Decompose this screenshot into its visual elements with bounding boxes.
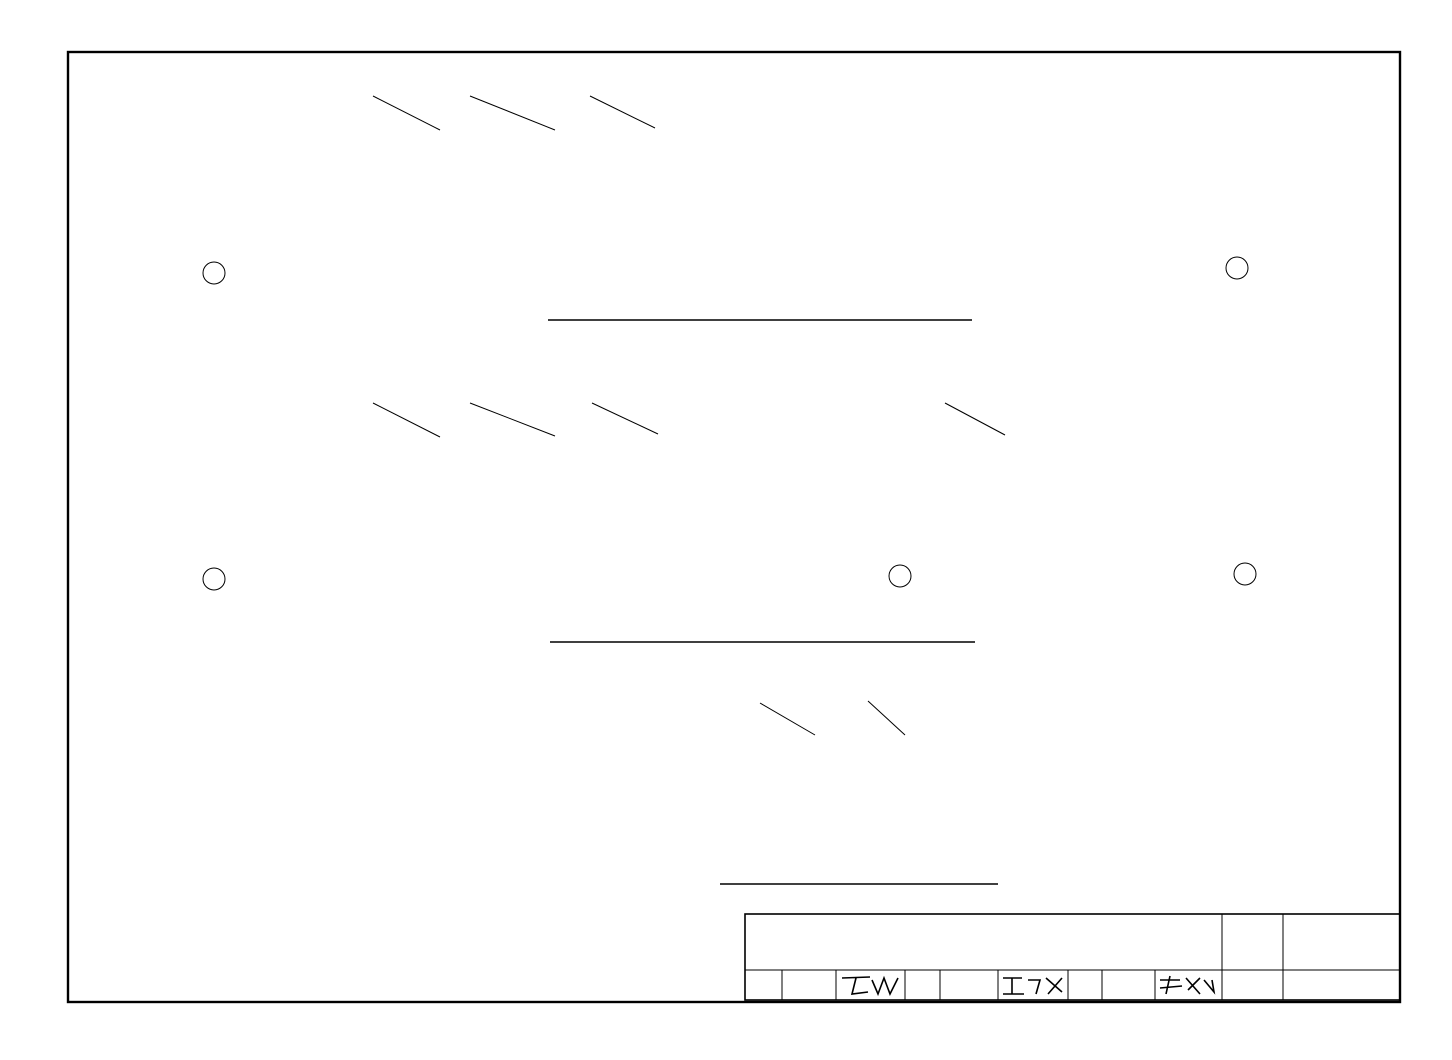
axis-bubble-right — [1226, 257, 1248, 279]
title-block — [745, 914, 1400, 1000]
axis-bubble-left-2 — [203, 568, 225, 590]
reviewer-signature — [842, 977, 898, 994]
diagram-3 — [720, 701, 998, 884]
diagram-1 — [203, 96, 1248, 320]
sheet-border — [68, 52, 1400, 1002]
diagram-2 — [203, 403, 1256, 642]
designer-signature — [1160, 976, 1214, 994]
axis-bubble-left — [203, 262, 225, 284]
axis-bubble-right-2 — [1234, 563, 1256, 585]
checker-signature — [1003, 978, 1062, 994]
axis-bubble-mid-2 — [889, 565, 911, 587]
